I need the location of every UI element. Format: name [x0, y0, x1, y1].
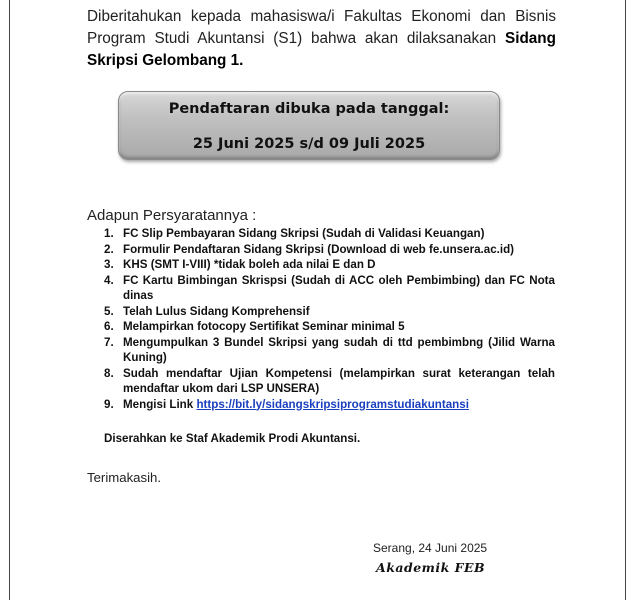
list-item	[104, 242, 555, 258]
page-border-left	[9, 0, 10, 600]
page-border-right	[625, 0, 626, 600]
item-number: 7.	[104, 335, 114, 349]
item-number: 9.	[104, 397, 114, 411]
item-text: FC Kartu Bimbingan Skrispsi (Sudah di ACC oleh Pembimbing) dan FC Nota dinas	[123, 273, 555, 302]
item-text: Melampirkan fotocopy Sertifikat Seminar minimal 5	[123, 320, 405, 333]
handover-note: Diserahkan ke Staf Akademik Prodi Akuntansi.	[104, 432, 361, 445]
item-text: Telah Lulus Sidang Komprehensif	[123, 304, 310, 318]
registration-link[interactable]: https://bit.ly/sidangskripsiprogramstudiakuntansi	[196, 397, 469, 411]
registration-dates: 25 Juni 2025 s/d 09 Juli 2025	[192, 136, 426, 152]
list-item	[104, 335, 555, 366]
requirements-title: Adapun Persyaratannya :	[87, 207, 257, 224]
place-date: Serang, 24 Juni 2025	[373, 541, 488, 555]
list-item	[104, 226, 555, 242]
item-number: 3.	[104, 258, 114, 271]
list-item	[104, 257, 555, 273]
item-text: Mengumpulkan 3 Bundel Skripsi yang sudah di ttd pembimbng (Jilid Warna Kuning)	[123, 335, 555, 364]
registration-period-box	[118, 91, 500, 160]
item-text: Formulir Pendaftaran Sidang Skripsi (Download di web fe.unsera.ac.id)	[123, 242, 515, 256]
item-number: 5.	[104, 304, 114, 318]
item-text: Sudah mendaftar Ujian Kompetensi (melampirkan surat keterangan telah mendaftar ukom dari LSP UNSERA)	[123, 366, 555, 395]
signature: Akademik FEB	[376, 560, 486, 575]
item-number: 6.	[104, 320, 114, 333]
list-item	[104, 397, 555, 413]
item-number: 4.	[104, 273, 114, 287]
item-text: FC Slip Pembayaran Sidang Skripsi (Sudah di Validasi Keuangan)	[123, 227, 485, 240]
list-item	[104, 319, 555, 335]
item-text: Mengisi Link	[123, 397, 197, 411]
list-item	[104, 366, 555, 397]
item-number: 1.	[104, 227, 114, 240]
list-item	[104, 273, 555, 304]
announcement-intro	[87, 6, 556, 72]
item-number: 2.	[104, 242, 114, 256]
intro-bold-text: Sidang Skripsi Gelombang 1.	[87, 30, 556, 69]
item-text: KHS (SMT I-VIII) *tidak boleh ada nilai E dan D	[123, 258, 376, 271]
intro-text: Diberitahukan kepada mahasiswa/i Fakultas Ekonomi dan Bisnis Program Studi Akuntansi (S1) bahwa akan dilaksanakan	[87, 8, 556, 47]
list-item	[104, 304, 555, 320]
item-number: 8.	[104, 366, 114, 380]
registration-heading: Pendaftaran dibuka pada tanggal:	[168, 101, 450, 117]
requirements-list	[104, 226, 555, 412]
closing-text: Terimakasih.	[87, 470, 162, 485]
